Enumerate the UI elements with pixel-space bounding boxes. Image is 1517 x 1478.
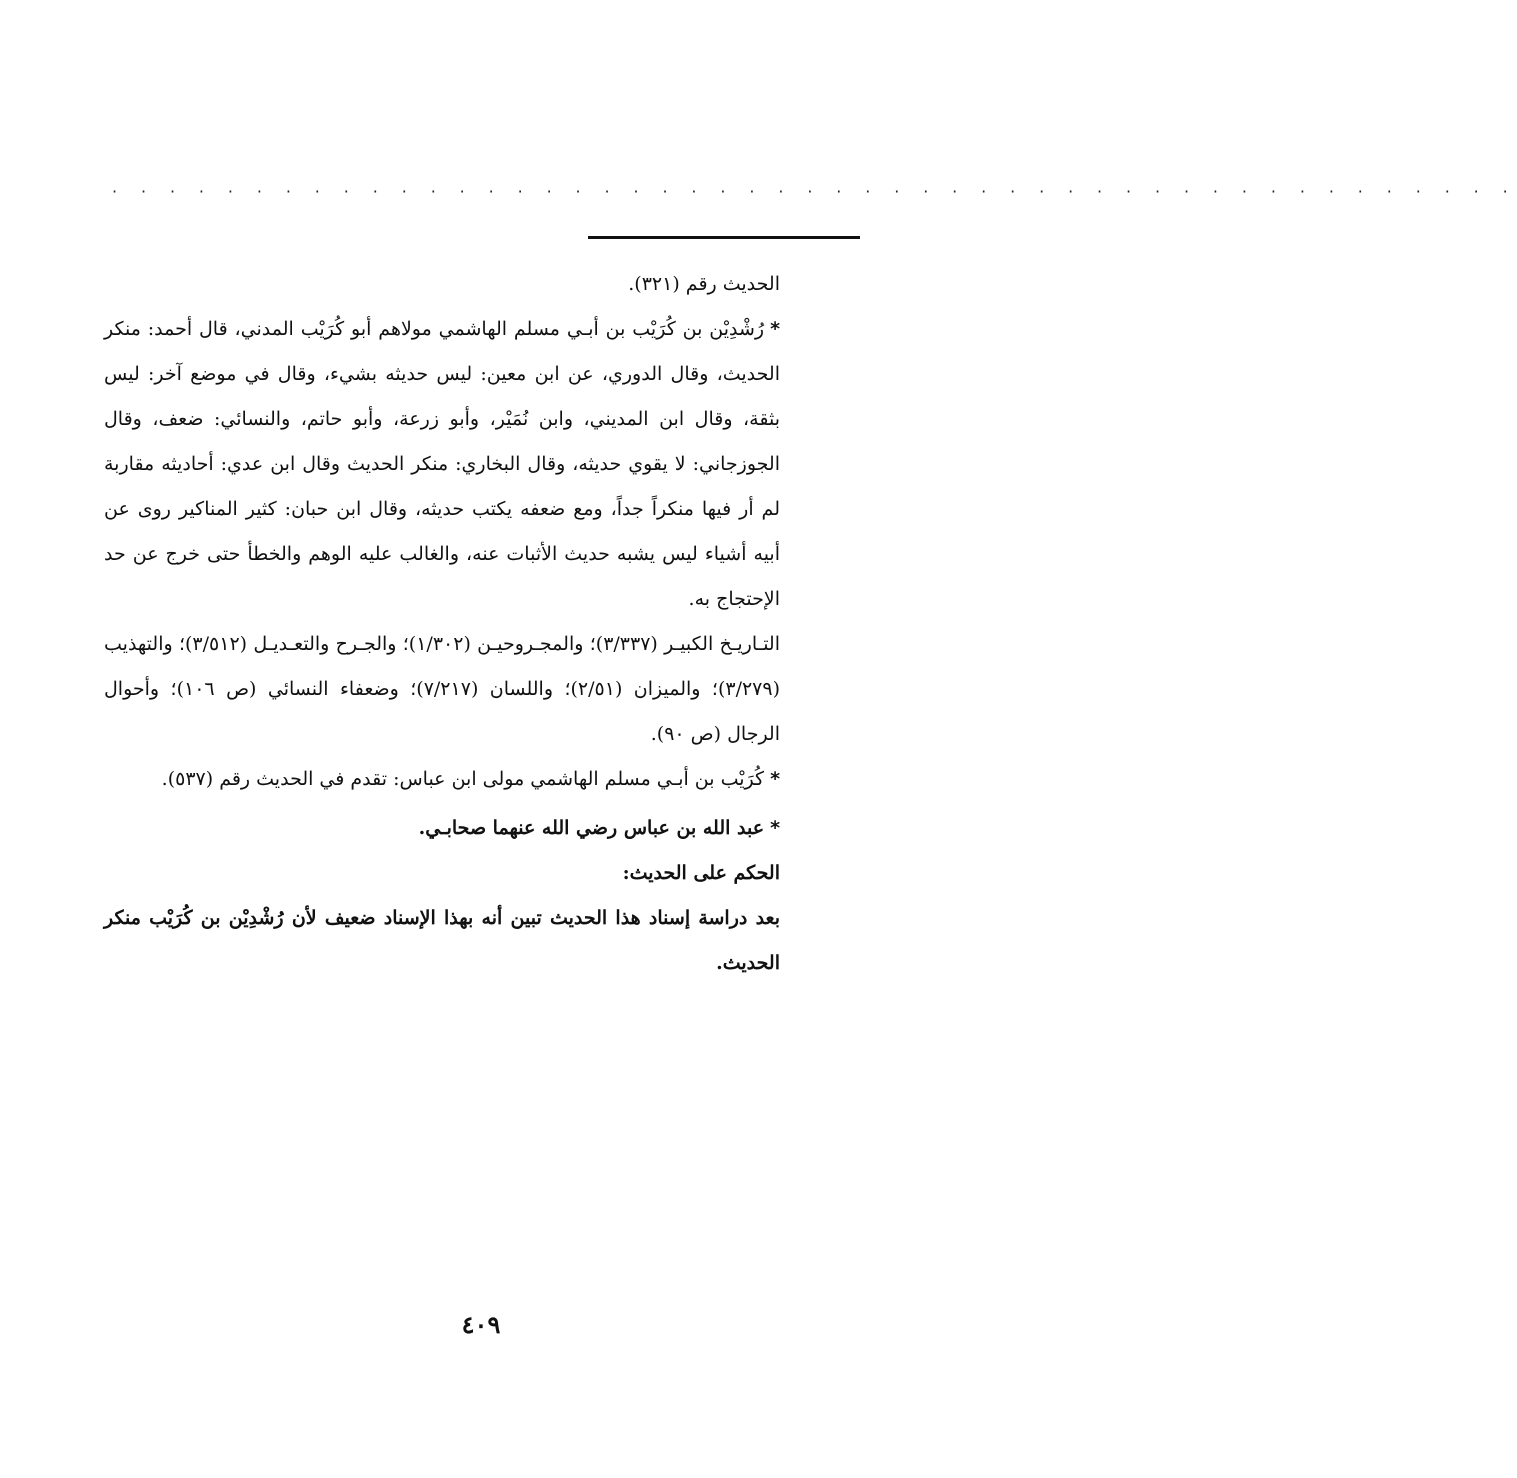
narrator-entry-ibn-abbas [104,806,780,851]
footnote-rule [588,236,860,239]
dotted-separator: · · · · · · · · · · · · · · · · · · · · · · · · · · · · · · · · · · · · · · · · · · · · · · · · · [112,182,1517,201]
star-marker: * [770,768,780,790]
narrator-text: عبد الله بن عباس رضي الله عنهما صحابـي. [418,817,765,839]
star-marker: * [770,817,780,839]
page-number: ٤٠٩ [461,1310,501,1339]
ruling-heading: الحكم على الحديث: [622,862,780,884]
narrator-entry-kurayb [104,757,780,802]
narrator-text: كُرَيْب بن أبـي مسلم الهاشمي مولى ابن عباس: تقدم في الحديث رقم (٥٣٧). [161,768,765,790]
ruling-text: بعد دراسة إسناد هذا الحديث تبين أنه بهذا الإسناد ضعيف لأن رُشْدِيْن بن كُرَيْب منكر الحديث. [104,907,780,974]
star-marker: * [770,318,780,340]
narrator-text: رُشْدِيْن بن كُرَيْب بن أبـي مسلم الهاشمي مولاهم أبو كُرَيْب المدني، قال أحمد: منكر الحديث، وقال الدوري، عن ابن معين: ليس حديثه بشيء، وقال في موضع آخر: ليس بثقة، وقال ابن المديني، وابن نُمَيْر، وأبو زرعة، وأبو حاتم، والنسائي: ضعف، وقال الجوزجاني: لا يقوي حديثه، وقال البخاري: منكر الحديث وقال ابن عدي: أحاديثه مقاربة لم أر فيها منكراً جداً، ومع ضعفه يكتب حديثه، وقال ابن حبان: كثير المناكير روى عن أبيه أشياء ليس يشبه حديث الأثبات عنه، والغالب عليه الوهم والخطأ حتى خرج عن حد الإحتجاج به. [104,318,780,610]
hadith-reference: الحديث رقم (٣٢١). [628,273,780,295]
narrator-entry-rushdayn [104,307,780,622]
main-text [104,262,780,986]
sources-list: التـاريـخ الكبيـر (٣/٣٣٧)؛ والمجـروحيـن (١/٣٠٢)؛ والجـرح والتعـديـل (٣/٥١٢)؛ والتهذيب (٣/٢٧٩)؛ والميزان (٢/٥١)؛ واللسان (٧/٢١٧)؛ وضعفاء النسائي (ص ١٠٦)؛ وأحوال الرجال (ص ٩٠). [104,633,781,745]
